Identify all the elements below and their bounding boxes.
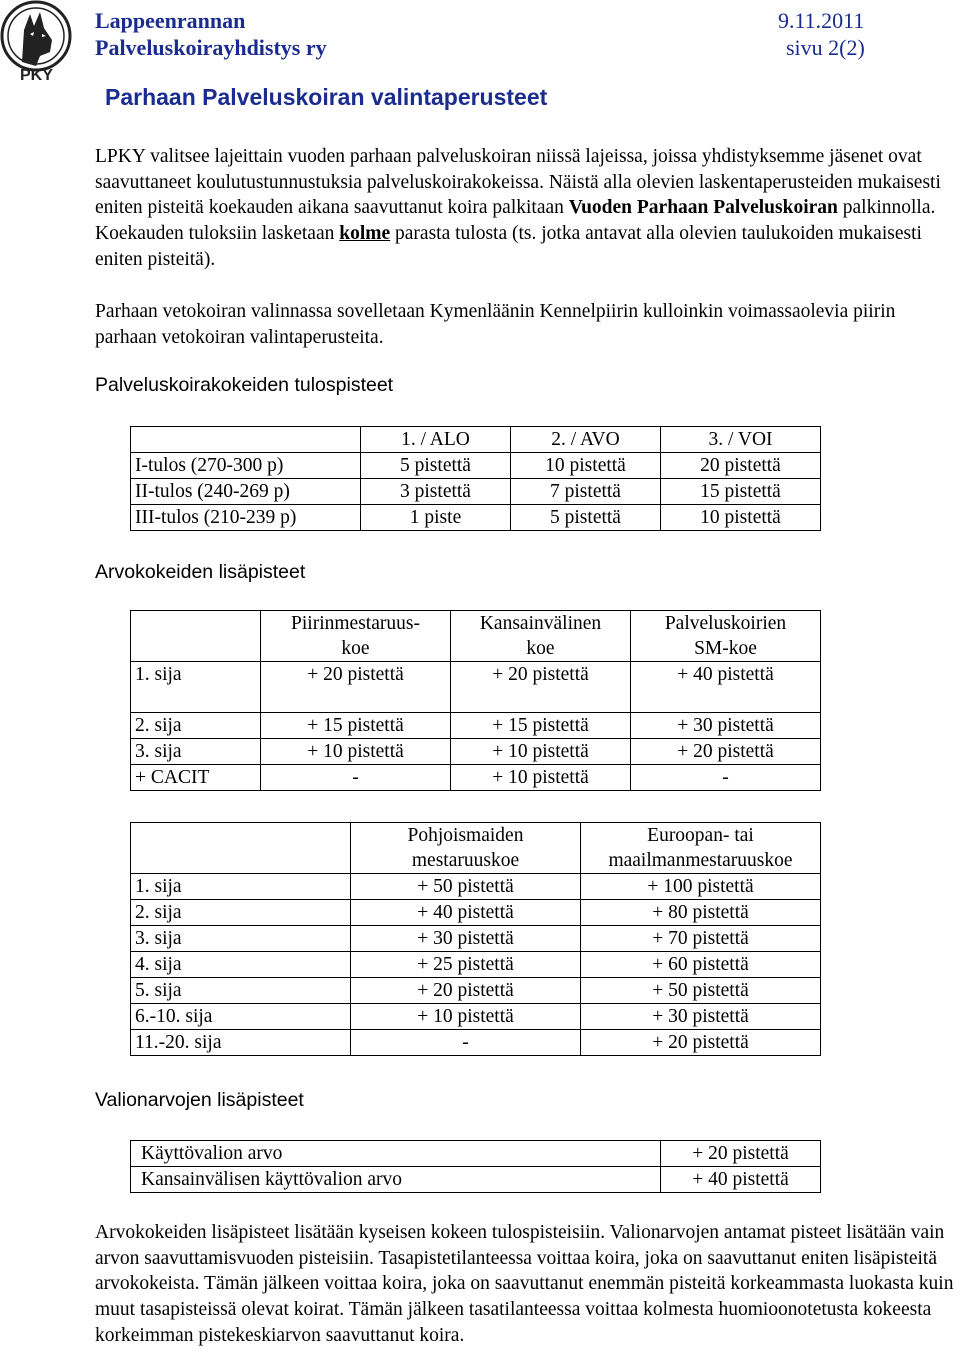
award-name: Vuoden Parhaan Palveluskoiran bbox=[568, 197, 838, 219]
tulospisteet-table bbox=[130, 426, 821, 531]
table-header-row: mestaruuskoe maailmanmestaruuskoe bbox=[131, 848, 821, 874]
table-row: 2. sija + 15 pistettä + 15 pistettä + 30 pistettä bbox=[131, 713, 821, 739]
org-name-line2: Palveluskoirayhdistys ry bbox=[95, 35, 327, 60]
svg-text:PKY: PKY bbox=[20, 67, 53, 84]
page-number: sivu 2(2) bbox=[786, 35, 865, 60]
document-title: Parhaan Palveluskoiran valintaperusteet bbox=[105, 84, 548, 110]
intro-paragraph: LPKY valitsee lajeittain vuoden parhaan palveluskoiran niissä lajeissa, joissa yhdistyksemme jäsenet ovat saavuttaneet koulutustunnustuksia palveluskoirakokeissa. Näistä alla olevien laskentaperusteiden mukaisesti eniten pisteitä koekauden aikana saavuttanut koira palkitaan Vuoden Parhaan Palveluskoiran palkinnolla. Koekauden tuloksiin lasketaan kolme parasta tulosta (ts. jotka antavat alla olevien taulukoiden mukaisesti eniten pisteitä). bbox=[95, 146, 941, 270]
table-row: 5. sija + 20 pistettä + 50 pistettä bbox=[131, 978, 821, 1004]
table-row: I-tulos (270-300 p) 5 pistettä 10 pistettä 20 pistettä bbox=[131, 453, 821, 479]
table4-heading: Valionarvojen lisäpisteet bbox=[95, 1089, 304, 1111]
closing-paragraph: Arvokokeiden lisäpisteet lisätään kyseisen kokeen tulospisteisiin. Valionarvojen antamat pisteet lisätään vain arvon saavuttamisvuoden pisteisiin. Tasapistetilanteessa voittaa koira, joka on saavuttanut eniten lisäpisteitä arvokokeista. Tämän jälkeen voittaa koira, joka on saavuttanut enemmän pisteitä korkeammasta luokasta kuin muut tasapisteissä olevat koirat. Tämän jälkeen tasatilanteessa voittaa kolmesta huomioonotetusta kokeesta korkeimman pistekeskiarvon saavuttanut koira. bbox=[95, 1222, 954, 1346]
org-name-line1: Lappeenrannan bbox=[95, 8, 246, 33]
table-header-row: Pohjoismaiden Euroopan- tai bbox=[131, 823, 821, 849]
table2-heading: Arvokokeiden lisäpisteet bbox=[95, 561, 306, 583]
table-header-row: koe koe SM-koe bbox=[131, 636, 821, 662]
table-row: 3. sija + 30 pistettä + 70 pistettä bbox=[131, 926, 821, 952]
table-row: + CACIT - + 10 pistettä - bbox=[131, 765, 821, 791]
table-header-row: 1. / ALO 2. / AVO 3. / VOI bbox=[131, 427, 821, 453]
arvokokeet-table bbox=[130, 610, 821, 791]
pohjoismaiset-table bbox=[130, 822, 821, 1056]
vetokoira-paragraph: Parhaan vetokoiran valinnassa sovelletaan Kymenläänin Kennelpiirin kulloinkin voimassaolevia piirin parhaan vetokoiran valintaperusteita. bbox=[95, 301, 896, 348]
table-row: 1. sija + 20 pistettä + 20 pistettä + 40 pistettä bbox=[131, 662, 821, 688]
table-row: 3. sija + 10 pistettä + 10 pistettä + 20 pistettä bbox=[131, 739, 821, 765]
table-row: II-tulos (240-269 p) 3 pistettä 7 pistettä 15 pistettä bbox=[131, 479, 821, 505]
table-row: Käyttövalion arvo + 20 pistettä bbox=[131, 1141, 821, 1167]
table-row: 2. sija + 40 pistettä + 80 pistettä bbox=[131, 900, 821, 926]
emphasis-kolme: kolme bbox=[339, 223, 391, 245]
club-logo bbox=[0, 0, 72, 86]
table1-heading: Palveluskoirakokeiden tulospisteet bbox=[95, 374, 394, 396]
table-row: 1. sija + 50 pistettä + 100 pistettä bbox=[131, 874, 821, 900]
valionarvot-table bbox=[130, 1140, 821, 1193]
document-date: 9.11.2011 bbox=[778, 8, 865, 33]
table-row: III-tulos (210-239 p) 1 piste 5 pistettä 10 pistettä bbox=[131, 505, 821, 531]
table-row bbox=[131, 687, 821, 713]
table-row: Kansainvälisen käyttövalion arvo + 40 pistettä bbox=[131, 1167, 821, 1193]
table-row: 4. sija + 25 pistettä + 60 pistettä bbox=[131, 952, 821, 978]
table-row: 11.-20. sija - + 20 pistettä bbox=[131, 1030, 821, 1056]
table-row: 6.-10. sija + 10 pistettä + 30 pistettä bbox=[131, 1004, 821, 1030]
table-header-row: Piirinmestaruus- Kansainvälinen Palveluskoirien bbox=[131, 611, 821, 637]
